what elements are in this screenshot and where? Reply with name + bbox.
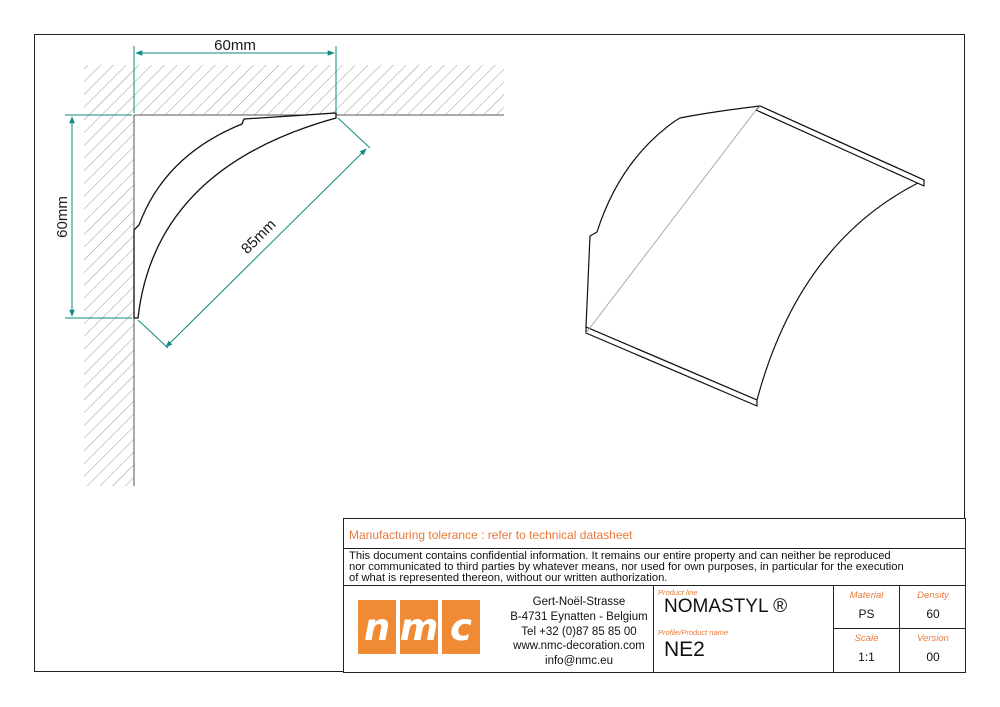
address-line: Gert-Noël-Strasse	[532, 596, 626, 608]
logo-letter: n	[358, 600, 396, 654]
version-label: Version	[917, 633, 949, 644]
width-label: 60mm	[214, 37, 256, 54]
company-cell	[344, 586, 654, 673]
material-cell	[834, 586, 900, 629]
cornice-3d-view	[586, 106, 924, 406]
density-value: 60	[926, 607, 940, 621]
confidentiality-notice	[344, 549, 965, 586]
product-line-label: Product line	[658, 588, 698, 597]
tolerance-note: Manufacturing tolerance : refer to technical datasheet	[344, 519, 965, 549]
product-cell	[654, 586, 834, 673]
title-block-bottom	[344, 586, 965, 673]
confidential-line: This document contains confidential information. It remains our entire property and can neither be reproduced	[349, 550, 891, 562]
profile-name: NE2	[664, 638, 705, 661]
height-label: 60mm	[54, 196, 71, 238]
diagonal-label: 85mm	[238, 216, 280, 258]
confidential-line: of what is represented thereon, without our written authorization.	[349, 572, 668, 584]
logo-letter: m	[400, 600, 438, 654]
scale-label: Scale	[854, 633, 879, 644]
diagonal-dimension	[138, 118, 370, 348]
scale-cell	[834, 629, 900, 672]
product-line: NOMASTYL ®	[664, 596, 788, 617]
density-label: Density	[917, 590, 949, 601]
website-line: www.nmc-decoration.com	[513, 640, 645, 653]
scale-value: 1:1	[858, 650, 875, 664]
nmc-logo	[358, 600, 480, 654]
density-cell	[900, 586, 966, 629]
title-block	[343, 518, 966, 673]
version-value: 00	[926, 650, 940, 664]
confidential-line: nor communicated to third parties by whatever means, nor used for own purposes, in particular for the execution	[349, 561, 904, 573]
profile-label: Profile/Product name	[658, 628, 729, 637]
material-label: Material	[849, 590, 884, 601]
cornice-profile	[134, 113, 336, 318]
version-cell	[900, 629, 966, 672]
logo-letter: c	[442, 600, 480, 654]
email-line: info@nmc.eu	[545, 655, 613, 668]
company-address	[499, 595, 659, 669]
phone-line: Tel +32 (0)87 85 85 00	[521, 625, 637, 638]
address-line: B-4731 Eynatten - Belgium	[510, 610, 648, 623]
material-value: PS	[858, 607, 875, 621]
